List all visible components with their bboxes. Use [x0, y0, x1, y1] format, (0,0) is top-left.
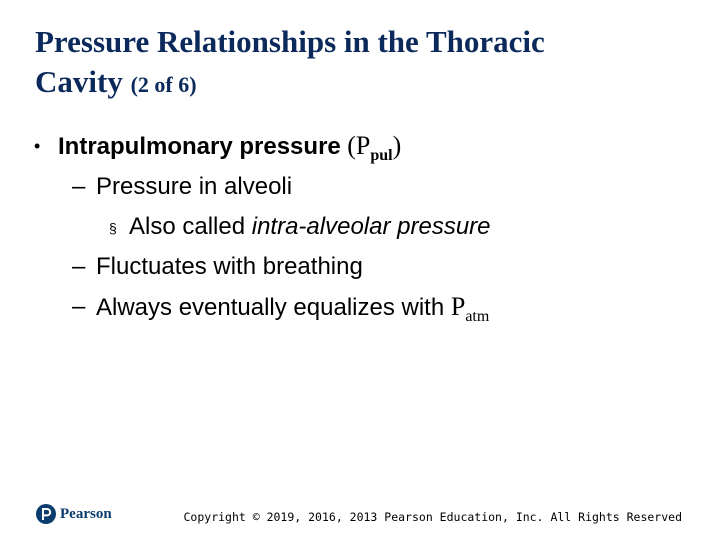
bullet-marker: • [34, 136, 41, 156]
copyright-notice: Copyright © 2019, 2016, 2013 Pearson Education, Inc. All Rights Reserved [183, 510, 682, 524]
sub-bullet-text: Pressure in alveoli [96, 173, 293, 200]
subscript-atm: atm [465, 308, 490, 325]
dash-marker: – [72, 173, 86, 200]
slide-title [35, 22, 695, 105]
pearson-logo-text: Pearson [60, 505, 112, 522]
sub-bullet-pressure-in-alveoli [0, 167, 720, 207]
bullet-intrapulmonary-pressure [0, 126, 720, 167]
pearson-p-icon [36, 504, 56, 524]
symbol-p-open: (P [340, 131, 371, 160]
sub-sub-bullet-prefix: Also called [129, 213, 252, 240]
subscript-pul: pul [370, 147, 393, 164]
square-bullet-marker: § [109, 220, 117, 236]
bullet-term: Intrapulmonary pressure [58, 133, 341, 160]
symbol-close-paren: ) [392, 131, 402, 160]
sub-bullet-equalizes [0, 287, 720, 328]
sub-sub-bullet-intra-alveolar [0, 207, 720, 247]
title-line-1: Pressure Relationships in the Thoracic [35, 24, 545, 59]
sub-sub-bullet-term: intra-alveolar pressure [251, 213, 491, 240]
symbol-p: P [450, 292, 466, 321]
title-line-2 [35, 62, 695, 105]
slide-body [0, 126, 720, 328]
pearson-logo [36, 502, 112, 526]
sub-bullet-text: Fluctuates with breathing [96, 253, 363, 280]
dash-marker: – [72, 253, 86, 280]
sub-bullet-fluctuates [0, 247, 720, 287]
title-part-indicator: (2 of 6) [130, 72, 197, 97]
dash-marker: – [72, 293, 86, 320]
title-line-2-text: Cavity [35, 64, 123, 99]
sub-bullet-text: Always eventually equalizes with [96, 294, 451, 321]
